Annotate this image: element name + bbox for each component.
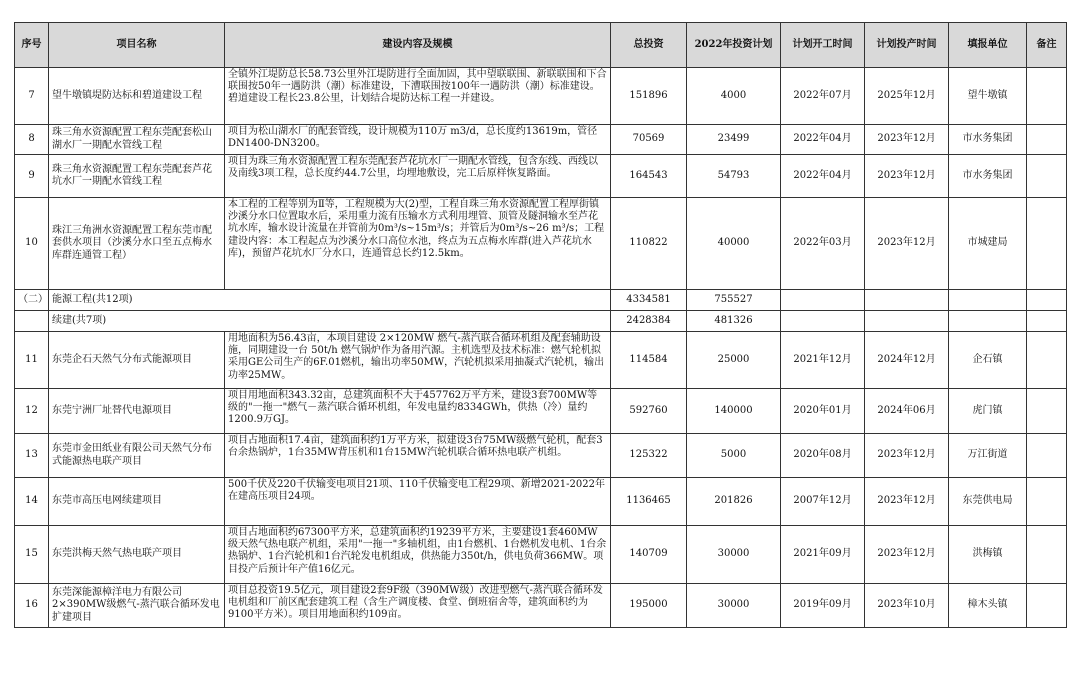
- row-total: 1136465: [611, 478, 687, 526]
- row-no: 12: [15, 389, 49, 434]
- header-note: 备注: [1027, 23, 1067, 68]
- row-no: 7: [15, 68, 49, 125]
- header-unit: 填报单位: [949, 23, 1027, 68]
- row-content: 500千伏及220千伏输变电项目21项、110千伏输变电工程29项、新增2021-2022年在建高压项目24项。: [225, 478, 611, 526]
- empty-cell: [1027, 311, 1067, 332]
- row-note: [1027, 332, 1067, 389]
- row-content: 项目为松山湖水厂的配套管线，设计规模为110万 m3/d，总长度约13619m，管径DN1400-DN3200。: [225, 125, 611, 155]
- table-row: [15, 389, 1067, 434]
- header-plan: 2022年投资计划: [687, 23, 781, 68]
- row-name: 珠三角水资源配置工程东莞配套松山湖水厂一期配水管线工程: [49, 125, 225, 155]
- row-note: [1027, 434, 1067, 478]
- row-name: 东莞企石天然气分布式能源项目: [49, 332, 225, 389]
- table-row: [15, 434, 1067, 478]
- row-total: 151896: [611, 68, 687, 125]
- section-row-continue: [15, 311, 1067, 332]
- row-start: 2019年09月: [781, 584, 865, 628]
- section-no: （二）: [15, 290, 49, 311]
- row-plan: 140000: [687, 389, 781, 434]
- row-no: 16: [15, 584, 49, 628]
- empty-cell: [1027, 290, 1067, 311]
- row-unit: 虎门镇: [949, 389, 1027, 434]
- row-plan: 4000: [687, 68, 781, 125]
- empty-cell: [949, 311, 1027, 332]
- row-note: [1027, 389, 1067, 434]
- empty-cell: [949, 290, 1027, 311]
- header-no: 序号: [15, 23, 49, 68]
- row-no: 8: [15, 125, 49, 155]
- row-name: 东莞洪梅天然气热电联产项目: [49, 526, 225, 584]
- table-row: [15, 125, 1067, 155]
- row-note: [1027, 478, 1067, 526]
- row-name: 东莞市金田纸业有限公司天然气分布式能源热电联产项目: [49, 434, 225, 478]
- row-plan: 54793: [687, 155, 781, 198]
- section-label: 能源工程(共12项): [49, 290, 611, 311]
- row-no: 14: [15, 478, 49, 526]
- section-total: 2428384: [611, 311, 687, 332]
- row-start: 2021年09月: [781, 526, 865, 584]
- row-start: 2022年04月: [781, 155, 865, 198]
- row-plan: 30000: [687, 584, 781, 628]
- row-note: [1027, 125, 1067, 155]
- row-unit: 企石镇: [949, 332, 1027, 389]
- row-start: 2007年12月: [781, 478, 865, 526]
- row-finish: 2023年12月: [865, 198, 949, 290]
- empty-cell: [781, 290, 865, 311]
- row-start: 2022年03月: [781, 198, 865, 290]
- row-total: 140709: [611, 526, 687, 584]
- row-total: 70569: [611, 125, 687, 155]
- empty-cell: [781, 311, 865, 332]
- row-plan: 30000: [687, 526, 781, 584]
- row-finish: 2023年10月: [865, 584, 949, 628]
- row-finish: 2025年12月: [865, 68, 949, 125]
- row-total: 592760: [611, 389, 687, 434]
- row-content: 全镇外江堤防总长58.73公里外江堤防进行全面加固，其中望联联围、新联联围和下合联围按50年一遇防洪（潮）标准建设，下漕联围按100年一遇防洪（潮）标准建设。碧道建设工程长23.8公里，计划结合堤防达标工程一并建设。: [225, 68, 611, 125]
- row-start: 2020年08月: [781, 434, 865, 478]
- empty-cell: [865, 311, 949, 332]
- row-start: 2020年01月: [781, 389, 865, 434]
- row-finish: 2023年12月: [865, 478, 949, 526]
- row-unit: 市水务集团: [949, 125, 1027, 155]
- row-note: [1027, 526, 1067, 584]
- row-content: 项目用地面积343.32亩，总建筑面积不大于457762万平方米，建设3套700MW等级的"一拖一"燃气－蒸汽联合循环机组，年发电量约8334GWh，供热（冷）量约1200.9万GJ。: [225, 389, 611, 434]
- row-total: 125322: [611, 434, 687, 478]
- row-note: [1027, 155, 1067, 198]
- row-no: 15: [15, 526, 49, 584]
- row-note: [1027, 68, 1067, 125]
- row-no: 13: [15, 434, 49, 478]
- row-finish: 2023年12月: [865, 125, 949, 155]
- empty-cell: [15, 311, 49, 332]
- row-plan: 201826: [687, 478, 781, 526]
- row-note: [1027, 198, 1067, 290]
- section-total: 4334581: [611, 290, 687, 311]
- row-total: 110822: [611, 198, 687, 290]
- table-row: [15, 198, 1067, 290]
- row-no: 9: [15, 155, 49, 198]
- header-total: 总投资: [611, 23, 687, 68]
- row-name: 东莞宁洲厂址替代电源项目: [49, 389, 225, 434]
- row-total: 114584: [611, 332, 687, 389]
- row-finish: 2024年12月: [865, 332, 949, 389]
- row-unit: 洪梅镇: [949, 526, 1027, 584]
- row-finish: 2023年12月: [865, 155, 949, 198]
- row-start: 2022年04月: [781, 125, 865, 155]
- row-start: 2021年12月: [781, 332, 865, 389]
- row-finish: 2024年06月: [865, 389, 949, 434]
- row-unit: 望牛墩镇: [949, 68, 1027, 125]
- row-content: 项目总投资19.5亿元，项目建设2套9F级（390MW级）改进型燃气-蒸汽联合循环发电机组和厂前区配套建筑工程（含生产调度楼、食堂、倒班宿舍等，建筑面积约为9100平方米）。项目用地面积约109亩。: [225, 584, 611, 628]
- row-unit: 市城建局: [949, 198, 1027, 290]
- table-row: [15, 332, 1067, 389]
- row-total: 195000: [611, 584, 687, 628]
- row-no: 11: [15, 332, 49, 389]
- row-content: 本工程的工程等别为Ⅱ等，工程规模为大(2)型，工程自珠三角水资源配置工程厚街镇沙溪分水口位置取水后，采用重力流有压输水方式利用埋管、顶管及隧洞输水至芦花坑水库，输水设计流量在并管前为0m³/s~15m³/s；并管后为0m³/s~26 m³/s；工程建设内容：本工程起点为沙溪分水口高位水池，终点为五点梅水库群(进入芦花坑水库)，预留芦花坑水厂分水口，连通管总长约12.5km。: [225, 198, 611, 290]
- row-plan: 5000: [687, 434, 781, 478]
- project-table: [14, 22, 1067, 628]
- header-finish: 计划投产时间: [865, 23, 949, 68]
- row-plan: 40000: [687, 198, 781, 290]
- row-unit: 万江街道: [949, 434, 1027, 478]
- section-row-energy: [15, 290, 1067, 311]
- row-unit: 市水务集团: [949, 155, 1027, 198]
- row-start: 2022年07月: [781, 68, 865, 125]
- row-content: 项目为珠三角水资源配置工程东莞配套芦花坑水厂一期配水管线，包含东线、西线以及南线3项工程，总长度约44.7公里，均埋地敷设，完工后原样恢复路面。: [225, 155, 611, 198]
- row-content: 项目占地面积约67300平方米，总建筑面积约19239平方米，主要建设1套460MW级天然气热电联产机组，采用"一拖一"多轴机组，由1台燃机、1台燃机发电机、1台余热锅炉、1台汽轮机和1台汽轮发电机组成，供热能力350t/h，供电负荷366MW。项目投产后预计年产值16亿元。: [225, 526, 611, 584]
- table-row: [15, 478, 1067, 526]
- empty-cell: [865, 290, 949, 311]
- row-name: 望牛墩镇堤防达标和碧道建设工程: [49, 68, 225, 125]
- row-plan: 23499: [687, 125, 781, 155]
- row-name: 东莞市高压电网续建项目: [49, 478, 225, 526]
- header-name: 项目名称: [49, 23, 225, 68]
- row-no: 10: [15, 198, 49, 290]
- row-unit: 樟木头镇: [949, 584, 1027, 628]
- row-content: 项目占地面积17.4亩，建筑面积约1万平方米，拟建设3台75MW级燃气轮机，配套3台余热锅炉，1台35MW背压机和1台15MW汽轮机联合循环热电联产机组。: [225, 434, 611, 478]
- row-unit: 东莞供电局: [949, 478, 1027, 526]
- section-label: 续建(共7项): [49, 311, 611, 332]
- row-content: 用地面积为56.43亩，本项目建设 2×120MW 燃气-蒸汽联合循环机组及配套辅助设施，同期建设一台 50t/h 燃气锅炉作为备用汽源。主机选型及技术标准：燃气轮机拟采用GE公司生产的6F.01燃机，输出功率50MW，汽轮机拟采用抽凝式汽轮机，输出功率25MW。: [225, 332, 611, 389]
- table-header-row: [15, 23, 1067, 68]
- row-finish: 2023年12月: [865, 434, 949, 478]
- row-name: 珠江三角洲水资源配置工程东莞市配套供水项目（沙溪分水口至五点梅水库群连通管工程）: [49, 198, 225, 290]
- row-total: 164543: [611, 155, 687, 198]
- row-finish: 2023年12月: [865, 526, 949, 584]
- row-plan: 25000: [687, 332, 781, 389]
- section-plan: 755527: [687, 290, 781, 311]
- table-row: [15, 584, 1067, 628]
- table-row: [15, 526, 1067, 584]
- row-name: 珠三角水资源配置工程东莞配套芦花坑水厂一期配水管线工程: [49, 155, 225, 198]
- header-content: 建设内容及规模: [225, 23, 611, 68]
- row-note: [1027, 584, 1067, 628]
- section-plan: 481326: [687, 311, 781, 332]
- table-row: [15, 68, 1067, 125]
- table-row: [15, 155, 1067, 198]
- header-start: 计划开工时间: [781, 23, 865, 68]
- row-name: 东莞深能源樟洋电力有限公司2×390MW级燃气-蒸汽联合循环发电扩建项目: [49, 584, 225, 628]
